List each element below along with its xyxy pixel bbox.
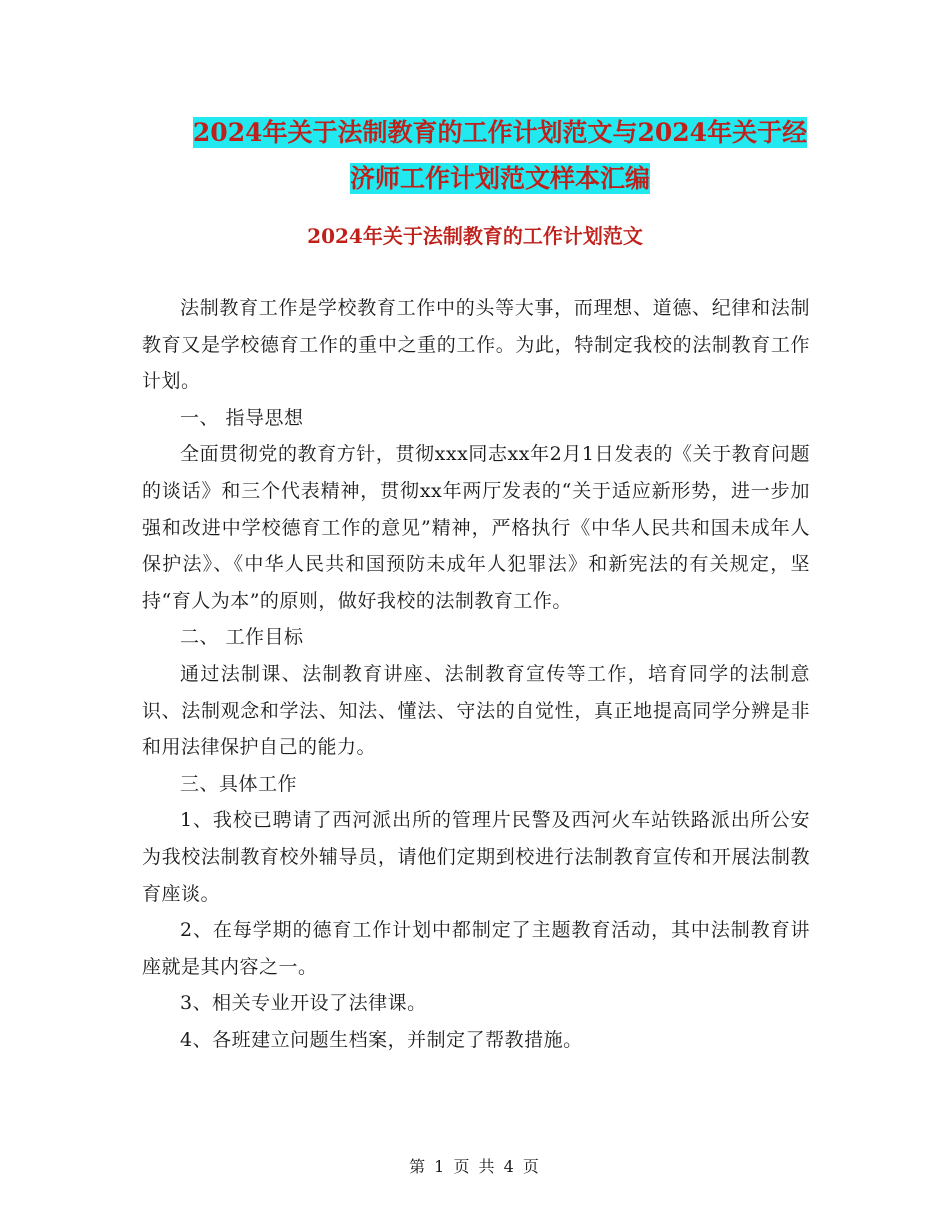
heading-specific-work: 三、具体工作 xyxy=(180,772,298,795)
document-body xyxy=(142,290,810,1058)
section-title: 2024年关于法制教育的工作计划范文 xyxy=(307,224,643,248)
title-line-2: 济师工作计划范文样本汇编 xyxy=(349,164,650,193)
paragraph: 全面贯彻党的教育方针，贯彻xxx同志xx年2月1日发表的《关于教育问题的谈话》和三个代表精神，贯彻xx年两厅发表的“关于适应新形势，进一步加强和改进中学校德育工作的意见”精神，严格执行《中华人民共和国未成年人保护法》、《中华人民共和国预防未成年人犯罪法》和新宪法的有关规定，坚持“育人为本”的原则，做好我校的法制教育工作。 xyxy=(142,443,810,612)
list-item: 4、各班建立问题生档案，并制定了帮教措施。 xyxy=(180,1028,583,1051)
page-number-footer: 第 1 页 共 4 页 xyxy=(409,1157,541,1176)
heading-guiding-thought: 一、 指导思想 xyxy=(180,406,304,429)
list-item: 1、我校已聘请了西河派出所的管理片民警及西河火车站铁路派出所公安为我校法制教育校外辅导员，请他们定期到校进行法制教育宣传和开展法制教育座谈。 xyxy=(142,809,810,905)
heading-work-goals: 二、 工作目标 xyxy=(180,626,304,649)
document-title xyxy=(140,110,860,202)
paragraph: 通过法制课、法制教育讲座、法制教育宣传等工作，培育同学的法制意识、法制观念和学法、知法、懂法、守法的自觉性，真正地提高同学分辨是非和用法律保护自己的能力。 xyxy=(142,662,810,759)
paragraph: 法制教育工作是学校教育工作中的头等大事，而理想、道德、纪律和法制教育又是学校德育工作的重中之重的工作。为此，特制定我校的法制教育工作计划。 xyxy=(142,297,810,393)
list-item: 3、相关专业开设了法律课。 xyxy=(180,992,427,1015)
list-item: 2、在每学期的德育工作计划中都制定了主题教育活动，其中法制教育讲座就是其内容之一。 xyxy=(142,919,810,978)
title-line-1: 2024年关于法制教育的工作计划范文与2024年关于经 xyxy=(192,118,808,147)
